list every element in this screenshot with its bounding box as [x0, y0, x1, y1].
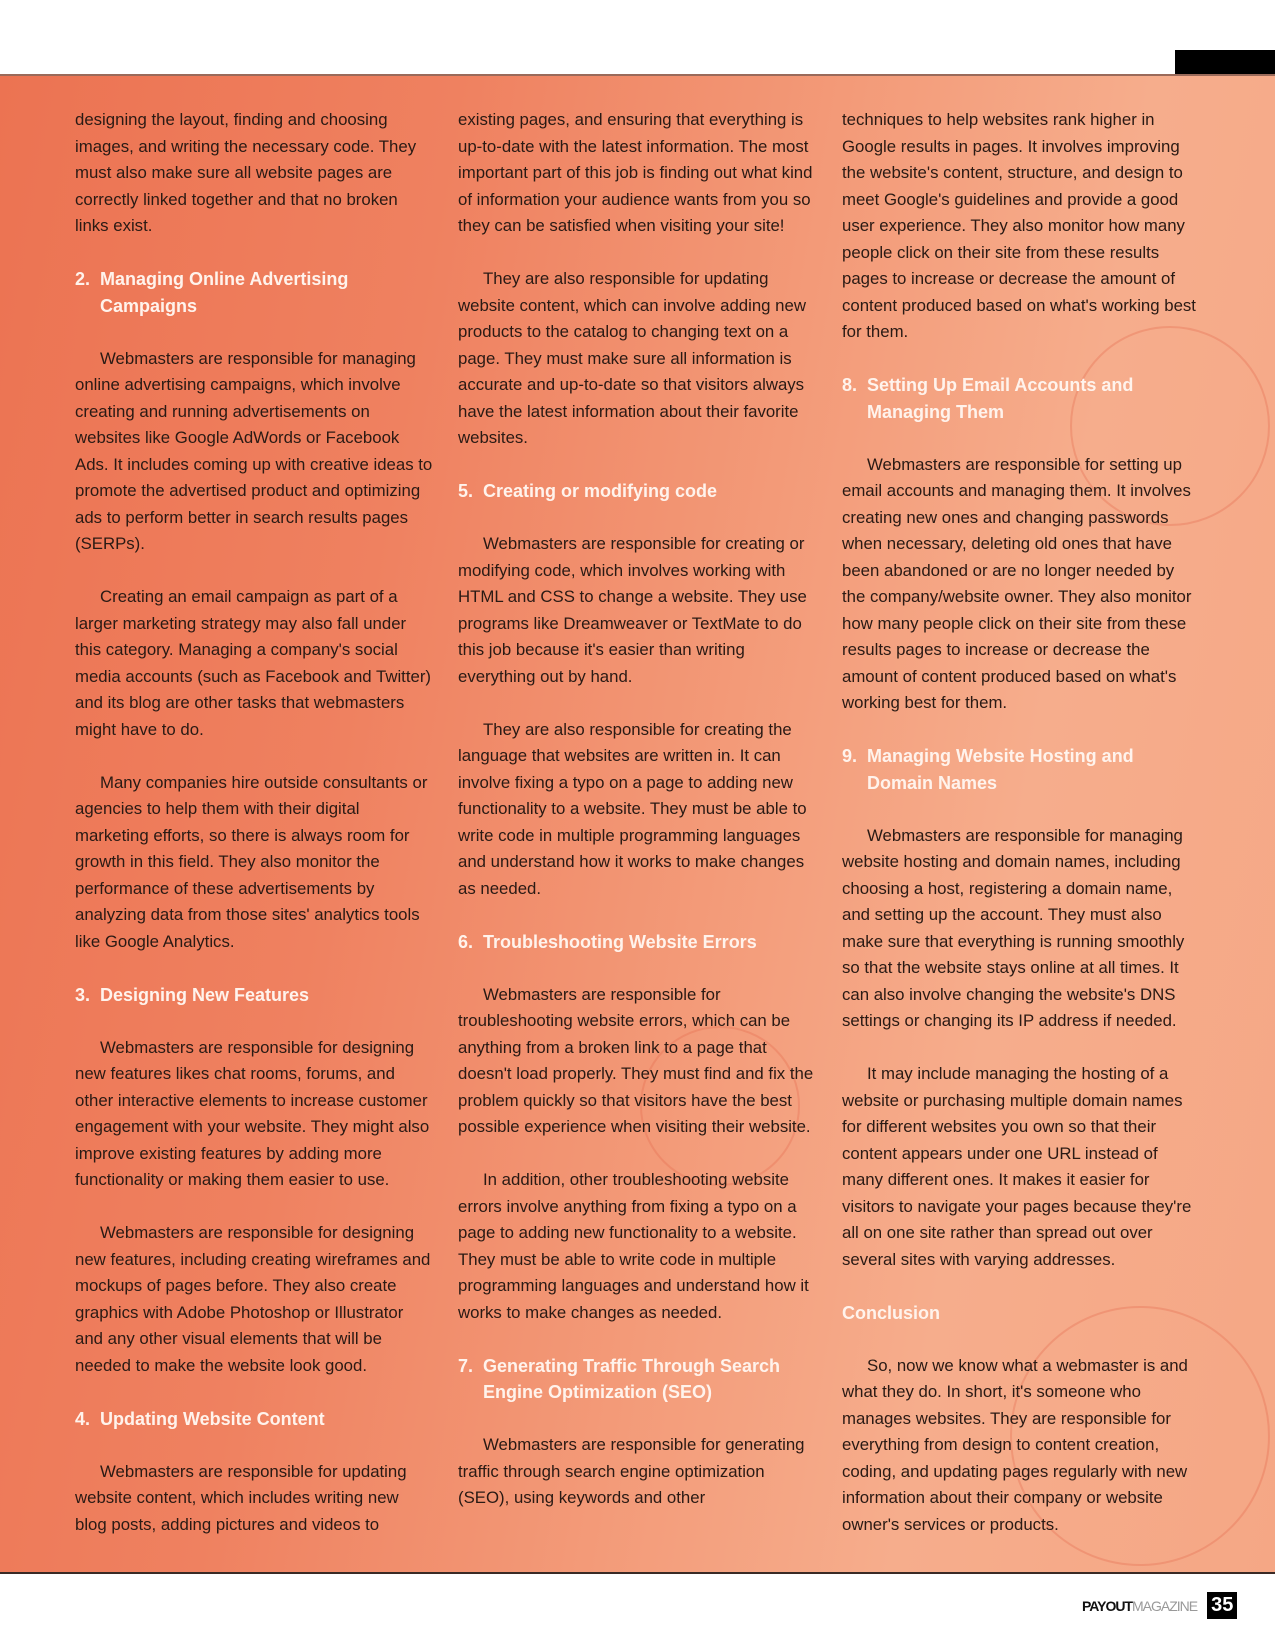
paragraph: It may include managing the hosting of a website or purchasing multiple domain names for different websites you own so that their content appears under one URL instead of many different ones. It makes it easier for visitors to navigate your pages because they're all on one site rather than spread out over several sites with varying addresses. [842, 1064, 1192, 1269]
paragraph: Creating an email campaign as part of a larger marketing strategy may also fall under this category. Managing a company's social media accounts (such as Facebook and Twitter) and its blog are other tasks that webmasters might have to do. [75, 587, 432, 739]
magazine-logo [1082, 1598, 1197, 1614]
paragraph: They are also responsible for creating the language that websites are written in. It can involve fixing a typo on a page to adding new functionality to a website. They must be able to write code in multiple programming languages and understand how it works to make changes as needed. [458, 719, 807, 898]
paragraph: designing the layout, finding and choosing images, and writing the necessary code. They must also make sure all website pages are correctly linked together and that no broken links exist. [75, 110, 417, 235]
page-number: 35 [1207, 1592, 1237, 1619]
section-heading [842, 743, 1202, 796]
section-number: 9. [842, 746, 858, 766]
section-heading [458, 1353, 818, 1406]
paragraph: Webmasters are responsible for updating website content, which includes writing new blog posts, adding pictures and videos to [75, 1461, 407, 1534]
section-title: Creating or modifying code [483, 481, 718, 501]
section-title: Generating Traffic Through Search Engine Optimization (SEO) [483, 1355, 781, 1402]
page-footer [1082, 1592, 1237, 1619]
section-title: Managing Online Advertising Campaigns [100, 269, 349, 316]
paragraph: Many companies hire outside consultants or agencies to help them with their digital marketing efforts, so there is always room for growth in this field. They also monitor the performance of these advertisements by analyzing data from those sites' analytics tools like Google Analytics. [75, 772, 428, 951]
section-heading [75, 1406, 435, 1433]
paragraph: They are also responsible for updating website content, which can involve adding new products to the catalog to changing text on a page. They must make sure all information is accurate and up-to-date so that visitors always have the latest information about their favorite websites. [458, 269, 806, 447]
paragraph: Webmasters are responsible for managing online advertising campaigns, which involve creating and running advertisements on websites like Google AdWords or Facebook Ads. It includes coming up with creative ideas to promote the advertised product and optimizing ads to perform better in search results pages (SERPs). [75, 348, 433, 553]
paragraph: Webmasters are responsible for designing new features, including creating wireframes and mockups of pages before. They also create graphics with Adobe Photoshop or Illustrator and any other visual elements that will be needed to make the website look good. [75, 1223, 431, 1375]
section-number: 2. [75, 269, 91, 289]
paragraph: Webmasters are responsible for creating or modifying code, which involves working with HTML and CSS to change a website. They use programs like Dreamweaver or TextMate to do this job because it's easier than writing everything out by hand. [458, 534, 807, 686]
paragraph: existing pages, and ensuring that everything is up-to-date with the latest information. The most important part of this job is finding out what kind of information your audience wants from you so they can be satisfied when visiting your site! [458, 110, 813, 235]
paragraph: Webmasters are responsible for troubleshooting website errors, which can be anything from a broken link to a page that doesn't load properly. They must find and fix the problem quickly so that visitors have the best possible experience when visiting their website. [458, 984, 814, 1136]
paragraph: In addition, other troubleshooting website errors involve anything from fixing a typo on a page to adding new functionality to a website. They must be able to write code in multiple programming languages and understand how it works to make changes as needed. [458, 1170, 809, 1322]
section-title: Managing Website Hosting and Domain Names [867, 746, 1134, 793]
section-heading [842, 372, 1202, 425]
paragraph: So, now we know what a webmaster is and what they do. In short, it's someone who manages websites. They are responsible for everything from design to content creation, coding, and updating pages regularly with new information about their company or website owner's services or products. [842, 1355, 1188, 1534]
logo-bold: PAYOUT [1082, 1597, 1133, 1614]
section-title: Conclusion [842, 1302, 940, 1323]
section-number: 5. [458, 481, 474, 501]
article-column-1 [75, 107, 435, 1565]
paragraph: techniques to help websites rank higher in Google results in pages. It involves improving the website's content, structure, and design to meet Google's guidelines and provide a good user experience. They also monitor how many people click on their site from these results pages to increase or decrease the amount of content produced based on what's working best for them. [842, 110, 1196, 341]
paragraph: Webmasters are responsible for designing new features likes chat rooms, forums, and other interactive elements to increase customer engagement with your website. They might also improve existing features by adding more functionality or making them easier to use. [75, 1037, 430, 1189]
paragraph: Webmasters are responsible for setting up email accounts and managing them. It involves creating new ones and changing passwords when necessary, deleting old ones that have been abandoned or are no longer needed by the company/website owner. They also monitor how many people click on their site from these results pages to increase or decrease the amount of content produced based on what's working best for them. [842, 454, 1192, 712]
logo-light: MAGAZINE [1132, 1597, 1198, 1614]
page-corner-tab [1175, 50, 1275, 74]
section-number: 4. [75, 1408, 91, 1429]
section-heading [75, 982, 435, 1009]
section-title: Updating Website Content [100, 1408, 325, 1429]
section-number: 7. [458, 1355, 474, 1376]
article-column-2 [458, 107, 818, 1538]
section-heading [458, 929, 818, 956]
paragraph: Webmasters are responsible for managing website hosting and domain names, including choosing a host, registering a domain name, and setting up the account. They must also make sure that everything is running smoothly so that the website stays online at all times. It can also involve changing the website's DNS settings or changing its IP address if needed. [842, 825, 1185, 1030]
section-number: 8. [842, 375, 858, 395]
section-title: Troubleshooting Website Errors [483, 931, 757, 952]
section-title: Designing New Features [100, 984, 310, 1005]
section-number: 3. [75, 984, 91, 1005]
section-heading [458, 478, 818, 505]
section-heading [842, 1300, 1202, 1327]
section-number: 6. [458, 931, 474, 952]
section-heading [75, 266, 435, 319]
article-column-3 [842, 107, 1202, 1565]
section-title: Setting Up Email Accounts and Managing Them [867, 375, 1134, 422]
paragraph: Webmasters are responsible for generating traffic through search engine optimization (SEO), using keywords and other [458, 1435, 805, 1507]
